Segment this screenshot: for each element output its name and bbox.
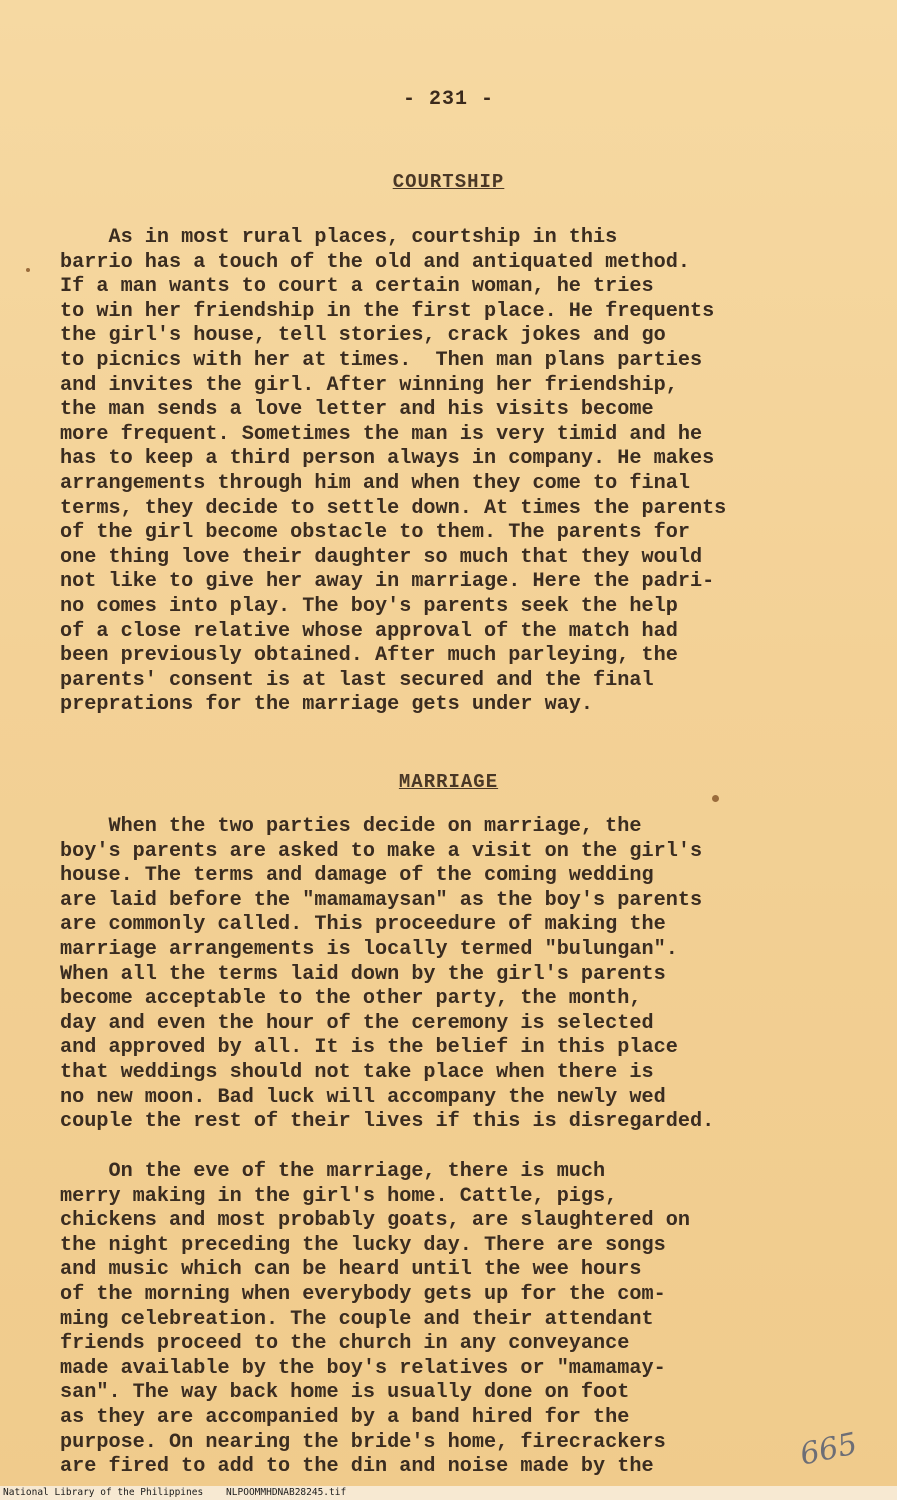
archive-footer: National Library of the Philippines NLPOOMMHDNAB28245.tif — [0, 1486, 897, 1500]
text-line: couple the rest of their lives if this is disregarded. — [60, 1110, 715, 1134]
page-number: - 231 - — [402, 88, 494, 111]
text-line: been previously obtained. After much parleying, the — [60, 644, 678, 668]
ink-spot — [712, 795, 719, 802]
text-line: not like to give her away in marriage. Here the padri- — [60, 570, 715, 594]
text-line: friends proceed to the church in any conveyance — [60, 1332, 630, 1356]
text-line: and approved by all. It is the belief in this place — [60, 1036, 678, 1060]
text-line: are laid before the "mamamaysan" as the boy's parents — [60, 888, 703, 912]
text-line: the man sends a love letter and his visits become — [60, 398, 654, 422]
text-line: house. The terms and damage of the coming wedding — [60, 864, 654, 888]
marriage-paragraph-1 — [60, 815, 870, 1135]
text-line: to win her friendship in the first place. He frequents — [60, 299, 715, 323]
text-line: of a close relative whose approval of the match had — [60, 619, 678, 643]
courtship-paragraph — [60, 226, 870, 718]
text-line: terms, they decide to settle down. At times the parents — [60, 496, 727, 520]
text-line: no comes into play. The boy's parents seek the help — [60, 594, 678, 618]
text-line: boy's parents are asked to make a visit on the girl's — [60, 839, 703, 863]
text-line: and music which can be heard until the wee hours — [60, 1258, 642, 1282]
text-line: become acceptable to the other party, the month, — [60, 987, 642, 1011]
text-line: has to keep a third person always in company. He makes — [60, 447, 715, 471]
text-line: merry making in the girl's home. Cattle, pigs, — [60, 1184, 618, 1208]
section-heading-marriage: MARRIAGE — [398, 771, 499, 793]
text-line: day and even the hour of the ceremony is selected — [60, 1011, 654, 1035]
text-line: ming celebreation. The couple and their attendant — [60, 1307, 654, 1331]
text-line: purpose. On nearing the bride's home, firecrackers — [60, 1430, 666, 1454]
text-line: parents' consent is at last secured and the final — [60, 668, 654, 692]
text-line: of the girl become obstacle to them. The parents for — [60, 521, 690, 545]
text-line: On the eve of the marriage, there is much — [60, 1160, 606, 1183]
text-line: When all the terms laid down by the girl's parents — [60, 962, 666, 986]
text-line: no new moon. Bad luck will accompany the newly wed — [60, 1085, 666, 1109]
text-line: preprations for the marriage gets under way. — [60, 693, 594, 717]
text-line: marriage arrangements is locally termed "bulungan". — [60, 937, 678, 961]
text-line: more frequent. Sometimes the man is very timid and he — [60, 422, 703, 446]
text-line: made available by the boy's relatives or "mamamay- — [60, 1356, 666, 1380]
text-line: that weddings should not take place when there is — [60, 1060, 654, 1084]
text-line: san". The way back home is usually done on foot — [60, 1381, 630, 1405]
text-line: the girl's house, tell stories, crack jokes and go — [60, 324, 666, 348]
text-line: barrio has a touch of the old and antiquated method. — [60, 250, 690, 274]
text-line: are fired to add to the din and noise made by the — [60, 1455, 654, 1479]
text-line: as they are accompanied by a band hired for the — [60, 1405, 630, 1429]
section-heading-courtship: COURTSHIP — [392, 171, 505, 193]
text-line: If a man wants to court a certain woman, he tries — [60, 275, 654, 299]
marriage-paragraph-2 — [60, 1160, 870, 1480]
text-line: to picnics with her at times. Then man plans parties — [60, 348, 703, 372]
paper-speck — [26, 268, 30, 272]
text-line: When the two parties decide on marriage, the — [60, 815, 642, 838]
text-line: of the morning when everybody gets up for the com- — [60, 1282, 666, 1306]
text-line: and invites the girl. After winning her friendship, — [60, 373, 678, 397]
text-line: As in most rural places, courtship in this — [60, 226, 618, 249]
handwritten-folio-number: 665 — [796, 1426, 861, 1473]
text-line: are commonly called. This proceedure of making the — [60, 913, 666, 937]
text-line: arrangements through him and when they come to final — [60, 471, 690, 495]
text-line: the night preceding the lucky day. There are songs — [60, 1233, 666, 1257]
text-line: chickens and most probably goats, are slaughtered on — [60, 1209, 690, 1233]
text-line: one thing love their daughter so much that they would — [60, 545, 703, 569]
